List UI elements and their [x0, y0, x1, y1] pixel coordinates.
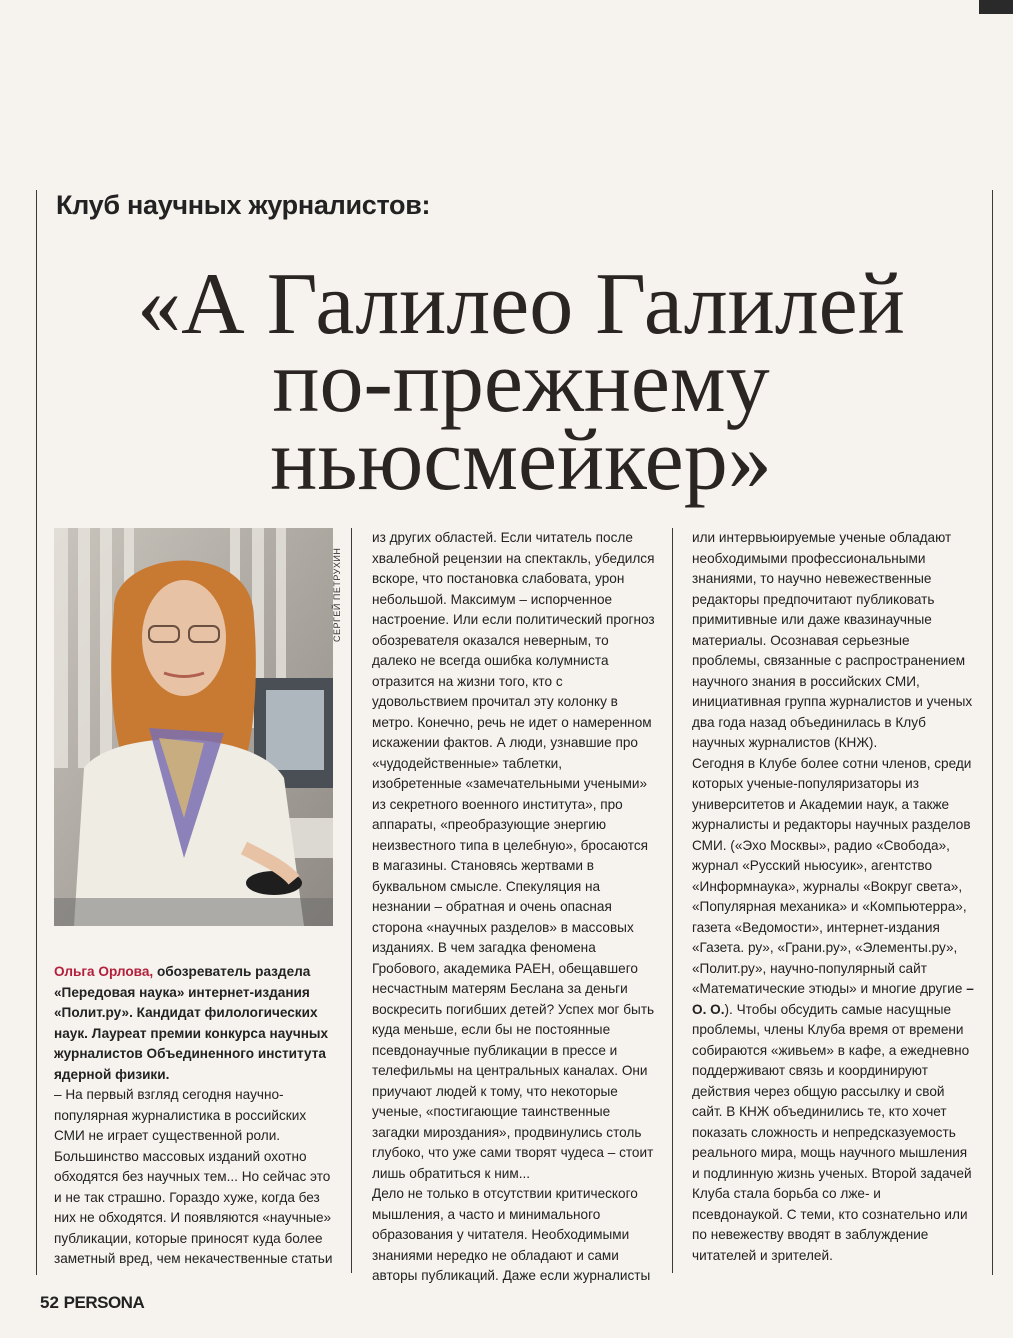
- column-3-paragraph-2-end: ). Чтобы обсудить самые насущные проблемы, члены Клуба время от времени собираются «живьем» в кафе, а ежедневно поддерживают связь и координируют действия через общую рассылку и свой сайт. В КНЖ объединились те, кто хочет показать сложность и непредсказуемость реального мира, мощь научного мышления и подлинную жизнь ученых. Второй задачей Клуба стала борьба со лже- и псевдонаукой. С теми, кто сознательно или по невежеству вводят в заблуждение читателей и зрителей.: [692, 1001, 972, 1263]
- left-rule: [36, 190, 37, 1275]
- column-divider-2: [672, 528, 673, 1273]
- portrait-photo: [54, 528, 333, 926]
- column-divider-1: [351, 528, 352, 1273]
- column-3: [692, 528, 975, 1266]
- author-bio: обозреватель раздела «Передовая наука» интернет-издания «Полит.ру». Кандидат филологических наук. Лауреат премии конкурса научных журналистов Объединенного института ядерной физики.: [54, 964, 329, 1082]
- column-1-paragraph: – На первый взгляд сегодня научно-популярная журналистика в российских СМИ не играет существенной роли. Большинство массовых изданий охотно обходятся без научных тем... Но сейчас это и не так страшно. Гораздо хуже, когда без них не обходятся. И появляются «научные» публикации, которые приносят куда более заметный вред, чем некачественные статьи: [54, 1087, 333, 1266]
- magazine-name: PERSONA: [63, 1293, 145, 1312]
- column-2-paragraph-2: Дело не только в отсутствии критического мышления, а часто и минимального образования у читателя. Необходимыми знаниями нередко не обладают и сами авторы публикаций. Даже если журналисты: [372, 1186, 651, 1283]
- page-number: 52: [40, 1293, 59, 1312]
- column-1: [54, 962, 339, 1270]
- column-3-paragraph-2: [692, 754, 975, 1267]
- author-caption: [54, 962, 339, 1085]
- author-name: Ольга Орлова,: [54, 964, 154, 979]
- column-3-paragraph-2-text: Сегодня в Клубе более сотни членов, среди которых ученые-популяризаторы из университетов и Академии наук, а также журналисты и редакторы научных разделов СМИ. («Эхо Москвы», радио «Свобода», журнал «Русский ньюсуик», агентство «Информнаука», журналы «Вокруг света», «Популярная механика» и «Компьютерра», газета «Ведомости», интернет-издания «Газета. ру», «Грани.ру», «Элементы.ру», «Полит.ру», научно-популярный сайт «Математические этюды» и многие другие: [692, 755, 972, 996]
- headline-line-2: по-прежнему: [272, 334, 770, 431]
- headline-line-1: «А Галилео Галилей: [137, 256, 905, 353]
- headline: [56, 256, 986, 509]
- column-3-paragraph-1: или интервьюируемые ученые обладают необходимыми профессиональными знаниями, то научно невежественные редакторы предпочитают публиковать примитивные или даже квазинаучные материалы. Осознавая серьезные проблемы, связанные с распространением научного знания в российских СМИ, инициативная группа журналистов и ученых два года назад объединилась в Клуб научных журналистов (КНЖ).: [692, 530, 973, 750]
- headline-line-3: ньюсмейкер»: [270, 412, 772, 509]
- column-2: [372, 528, 655, 1287]
- page-footer: [40, 1293, 144, 1313]
- editor-initials: – О. О.: [692, 981, 974, 1017]
- portrait-illustration: [54, 528, 333, 926]
- corner-mark: [979, 0, 1013, 14]
- photo-credit: СЕРГЕЙ ПЕТРУХИН: [332, 547, 342, 642]
- column-2-paragraph-1: из других областей. Если читатель после хвалебной рецензии на спектакль, убедился вскоре, что постановка слабовата, урон небольшой. Максимум – испорченное настроение. Или если политический прогноз обозревателя оказался неверным, то далеко не всегда ошибка колумниста отразится на жизни того, кто с удовольствием прочитал эту колонку в метро. Конечно, речь не идет о намеренном искажении фактов. А люди, узнавшие про «чудодейственные» таблетки, изобретенные «замечательными учеными» из секретного военного института», про аппараты, «преобразующие энергию неизвестного типа в целебную», бросаются в магазины. Становясь жертвами в буквальном смысле. Спекуляция на незнании – обратная и очень опасная сторона «научных разделов» в массовых изданиях. В чем загадка феномена Гробового, академика РАЕН, обещавшего несчастным матерям Беслана за деньги воскресить погибших детей? Успех мог быть куда меньше, если бы не постоянные псевдонаучные публикации в прессе и телефильмы на центральных каналах. Они приучают людей к тому, что некоторые ученые, «постигающие таинственные загадки мироздания», продвинулись столь глубоко, что уже сами творят чудеса – стоит лишь обратиться к ним...: [372, 530, 655, 1181]
- right-rule: [992, 190, 993, 1275]
- kicker-title: Клуб научных журналистов:: [56, 190, 431, 220]
